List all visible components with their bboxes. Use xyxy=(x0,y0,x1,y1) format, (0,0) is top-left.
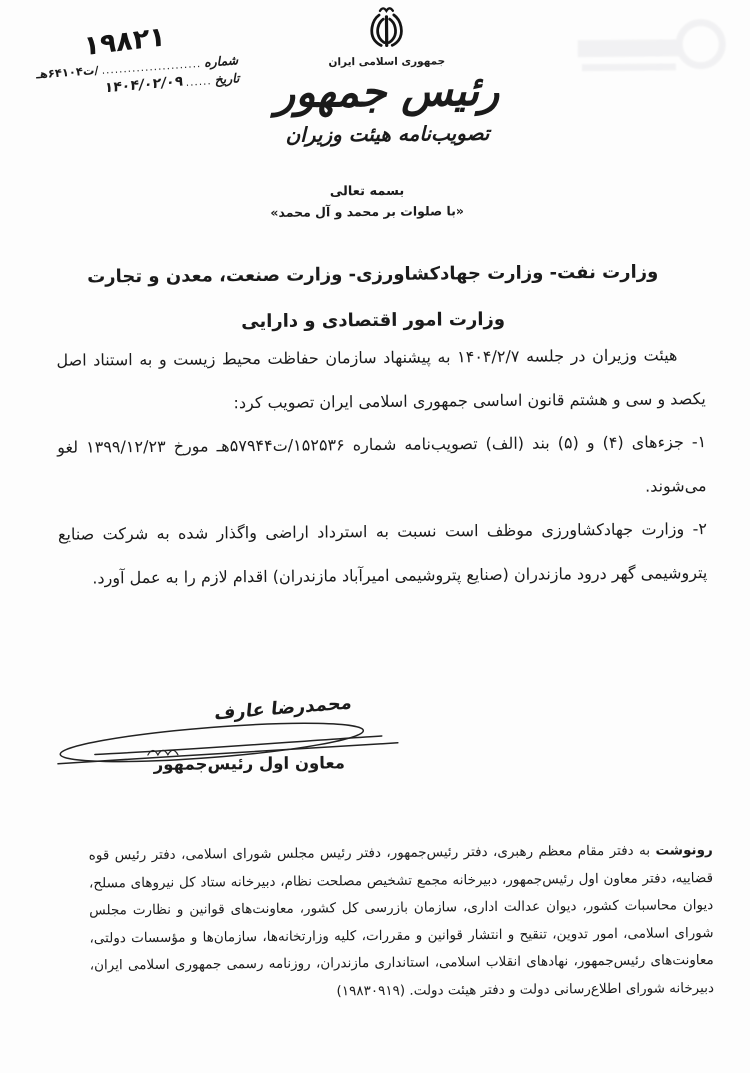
decree-body xyxy=(56,333,707,600)
invocation-block xyxy=(27,181,707,222)
besmellah-line: بسمه تعالی xyxy=(329,183,405,200)
handwritten-letter-number: ۱۹۸۲۱ xyxy=(83,21,166,63)
letterhead xyxy=(55,2,718,149)
number-suffix: /ت۶۴۱۰۴هـ xyxy=(35,63,100,82)
cc-paragraph xyxy=(89,837,714,1008)
president-office-title: رئیس جمهور xyxy=(274,65,500,117)
republic-title: جمهوری اسلامی ایران xyxy=(328,55,446,69)
addressee-line-1: وزارت نفت- وزارت جهادکشاورزی- وزارت صنعت، معدن و تجارت xyxy=(87,261,659,288)
cc-label: رونوشت xyxy=(655,842,713,859)
signature-block xyxy=(49,692,405,803)
number-label: شماره xyxy=(203,52,239,70)
document-type-title: تصویب‌نامه هیئت وزیران xyxy=(285,121,490,147)
signer-title: معاون اول رئیس‌جمهور xyxy=(153,753,346,774)
salawat-line: «با صلوات بر محمد و آل محمد» xyxy=(270,203,465,220)
number-dotted-line: ....................... xyxy=(101,57,202,77)
decree-item-2: ۲- وزارت جهادکشاورزی موظف است نسبت به استرداد اراضی واگذار شده به شرکت صنایع پتروشیمی گهر درود مازندران (صنایع پتروشیمی امیرآباد مازندران) اقدام لازم را به عمل آورد. xyxy=(57,519,708,587)
date-dotted-line: ...... xyxy=(185,75,213,90)
decree-item-1: ۱- جزءهای (۴) و (۵) بند (الف) تصویب‌نامه شماره ۱۵۲۵۳۶/ت۵۷۹۴۴هـ مورخ ۱۳۹۹/۱۲/۲۳ لغو می‌شوند. xyxy=(57,432,707,496)
date-label: تاریخ xyxy=(214,70,240,87)
signer-name: محمدرضا عارف xyxy=(213,692,354,725)
iran-emblem-icon xyxy=(363,5,409,51)
addressee-line-2: وزارت امور اقتصادی و دارایی xyxy=(241,308,506,333)
handwritten-date: ۱۴۰۴/۰۲/۰۹ xyxy=(103,73,184,97)
cc-text: به دفتر مقام معظم رهبری، دفتر رئیس‌جمهور، دفتر رئیس مجلس شورای اسلامی، دفتر رئیس قوه قضاییه، دفتر معاون اول رئیس‌جمهور، دبیرخانه مجمع تشخیص مصلحت نظام، دبیرخانه ستاد کل نیروهای مسلح، دیوان محاسبات کشور، دیوان عدالت اداری، سازمان بازرسی کل کشور، معاونت‌های قوانین و نظارت مجلس شورای اسلامی، امور تدوین، تنقیح و انتشار قوانین و مقررات، کلیه وزارتخانه‌ها، سازمان‌ها و مؤسسات دولتی، معاونت‌های رئیس‌جمهور، نهادهای انقلاب اسلامی، استانداری مازندران، روزنامه رسمی جمهوری اسلامی ایران، دبیرخانه شورای اطلاع‌رسانی دولت و دفتر هیئت دولت. (۱۹۸۳۰۹۱۹) xyxy=(88,842,715,1000)
decree-intro-paragraph: هیئت وزیران در جلسه ۱۴۰۴/۲/۷ به پیشنهاد سازمان حفاظت محیط زیست و به استناد اصل یکصد و سی و هشتم قانون اساسی جمهوری اسلامی ایران تصویب کرد: xyxy=(56,345,706,412)
addressees-block xyxy=(38,249,709,347)
cc-footer xyxy=(89,837,714,1008)
